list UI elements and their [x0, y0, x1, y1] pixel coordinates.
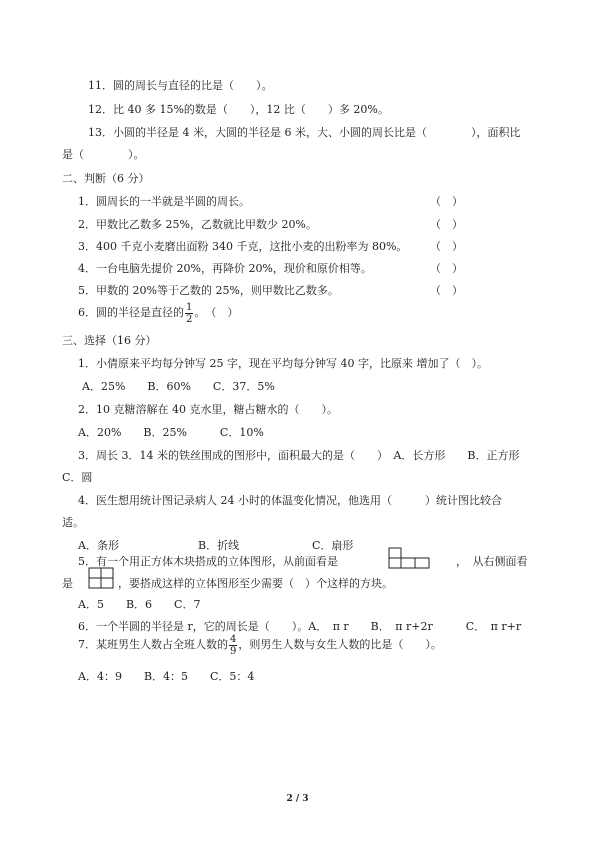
- question-13-line-2: 是（ ）。: [62, 148, 145, 161]
- front-view-figure: [388, 547, 432, 569]
- choice-q5-line-1-b: ， 从右侧面看: [456, 555, 528, 568]
- choice-q4-option-a: A．条形: [78, 539, 119, 552]
- side-view-square-2: [101, 568, 113, 578]
- choice-q4-option-b: B．折线: [198, 539, 240, 552]
- question-11: 11．圆的周长与直径的比是（ ）。: [88, 79, 273, 92]
- fraction-numerator: 4: [230, 633, 237, 645]
- choice-q4-line-2: 适。: [62, 516, 84, 529]
- judge-item-4-bracket: （ ）: [430, 262, 463, 275]
- judge-item-6-prefix: 6．圆的半径是直径的: [78, 306, 184, 319]
- fraction-denominator: 9: [230, 645, 237, 657]
- choice-q7: [78, 632, 442, 658]
- side-view-figure: [88, 567, 114, 589]
- page-number: 2 / 3: [286, 794, 309, 804]
- side-view-square-3: [89, 578, 101, 588]
- choice-q1-options: A．25% B．60% C．37．5%: [82, 380, 275, 393]
- judge-item-6: [78, 300, 238, 326]
- choice-q3-line-2: C．圆: [62, 471, 93, 484]
- fraction-numerator: 1: [186, 301, 193, 313]
- fraction-four-ninths: [229, 634, 237, 657]
- section-choice-title: 三、选择（16 分）: [62, 334, 157, 347]
- section-judge-title: 二、判断（6 分）: [62, 172, 150, 185]
- choice-q6: 6．一个半圆的半径是 r，它的周长是（ ）。A． π r B． π r+2r C． π r+r: [78, 620, 522, 633]
- fraction-one-half: [185, 302, 193, 325]
- front-view-bottom-square-3: [415, 558, 429, 568]
- judge-item-1: 1．圆周长的一半就是半圆的周长。: [78, 195, 250, 208]
- choice-q1: 1．小倩原来平均每分钟写 25 字，现在平均每分钟写 40 字，比原来 增加了（ ）。: [78, 357, 488, 370]
- judge-item-2: 2．甲数比乙数多 25%，乙数就比甲数少 20%。: [78, 218, 317, 231]
- front-view-bottom-square-2: [401, 558, 415, 568]
- choice-q5-options: A．5 B．6 C．7: [78, 598, 201, 611]
- choice-q4-line-1: 4．医生想用统计图记录病人 24 小时的体温变化情况，他选用（ ）统计图比较合: [78, 494, 502, 507]
- choice-q7-prefix: 7．某班男生人数占全班人数的: [78, 638, 228, 651]
- side-view-square-1: [89, 568, 101, 578]
- choice-q2: 2．10 克糖溶解在 40 克水里，糖占糖水的（ ）。: [78, 403, 338, 416]
- front-view-bottom-square-1: [389, 558, 401, 568]
- choice-q3-line-1: 3．周长 3．14 米的铁丝围成的图形中，面积最大的是（ ） A．长方形 B．正方形: [78, 449, 520, 462]
- side-view-square-4: [101, 578, 113, 588]
- judge-item-3-bracket: （ ）: [430, 240, 463, 253]
- judge-item-5: 5．甲数的 20%等于乙数的 25%，则甲数比乙数多。: [78, 284, 339, 297]
- choice-q7-suffix: ，则男生人数与女生人数的比是（ ）。: [238, 638, 442, 651]
- choice-q5-line-1-a: 5．有一个用正方体木块搭成的立体图形，从前面看是: [78, 555, 338, 568]
- question-13-line-1: 13．小圆的半径是 4 米，大圆的半径是 6 米，大、小圆的周长比是（ ），面积比: [88, 126, 521, 139]
- judge-item-3: 3．400 千克小麦磨出面粉 340 千克，这批小麦的出粉率为 80%。: [78, 240, 408, 253]
- choice-q7-options: A．4：9 B．4：5 C．5：4: [78, 670, 255, 683]
- judge-item-4: 4．一台电脑先提价 20%，再降价 20%，现价和原价相等。: [78, 262, 372, 275]
- judge-item-1-bracket: （ ）: [430, 195, 463, 208]
- judge-item-6-suffix: 。 （ ）: [194, 306, 239, 319]
- choice-q5-line-2-b: ，要搭成这样的立体图形至少需要（ ）个这样的方块。: [118, 577, 393, 590]
- judge-item-2-bracket: （ ）: [430, 218, 463, 231]
- choice-q2-options: A．20% B．25% C．10%: [78, 426, 264, 439]
- choice-q5-line-2-a: 是: [62, 577, 73, 590]
- choice-q4-option-c: C．扇形: [312, 539, 354, 552]
- judge-item-5-bracket: （ ）: [430, 284, 463, 297]
- question-12: 12．比 40 多 15%的数是（ ），12 比（ ）多 20%。: [88, 103, 389, 116]
- fraction-denominator: 2: [186, 313, 193, 325]
- front-view-top-square: [389, 548, 401, 558]
